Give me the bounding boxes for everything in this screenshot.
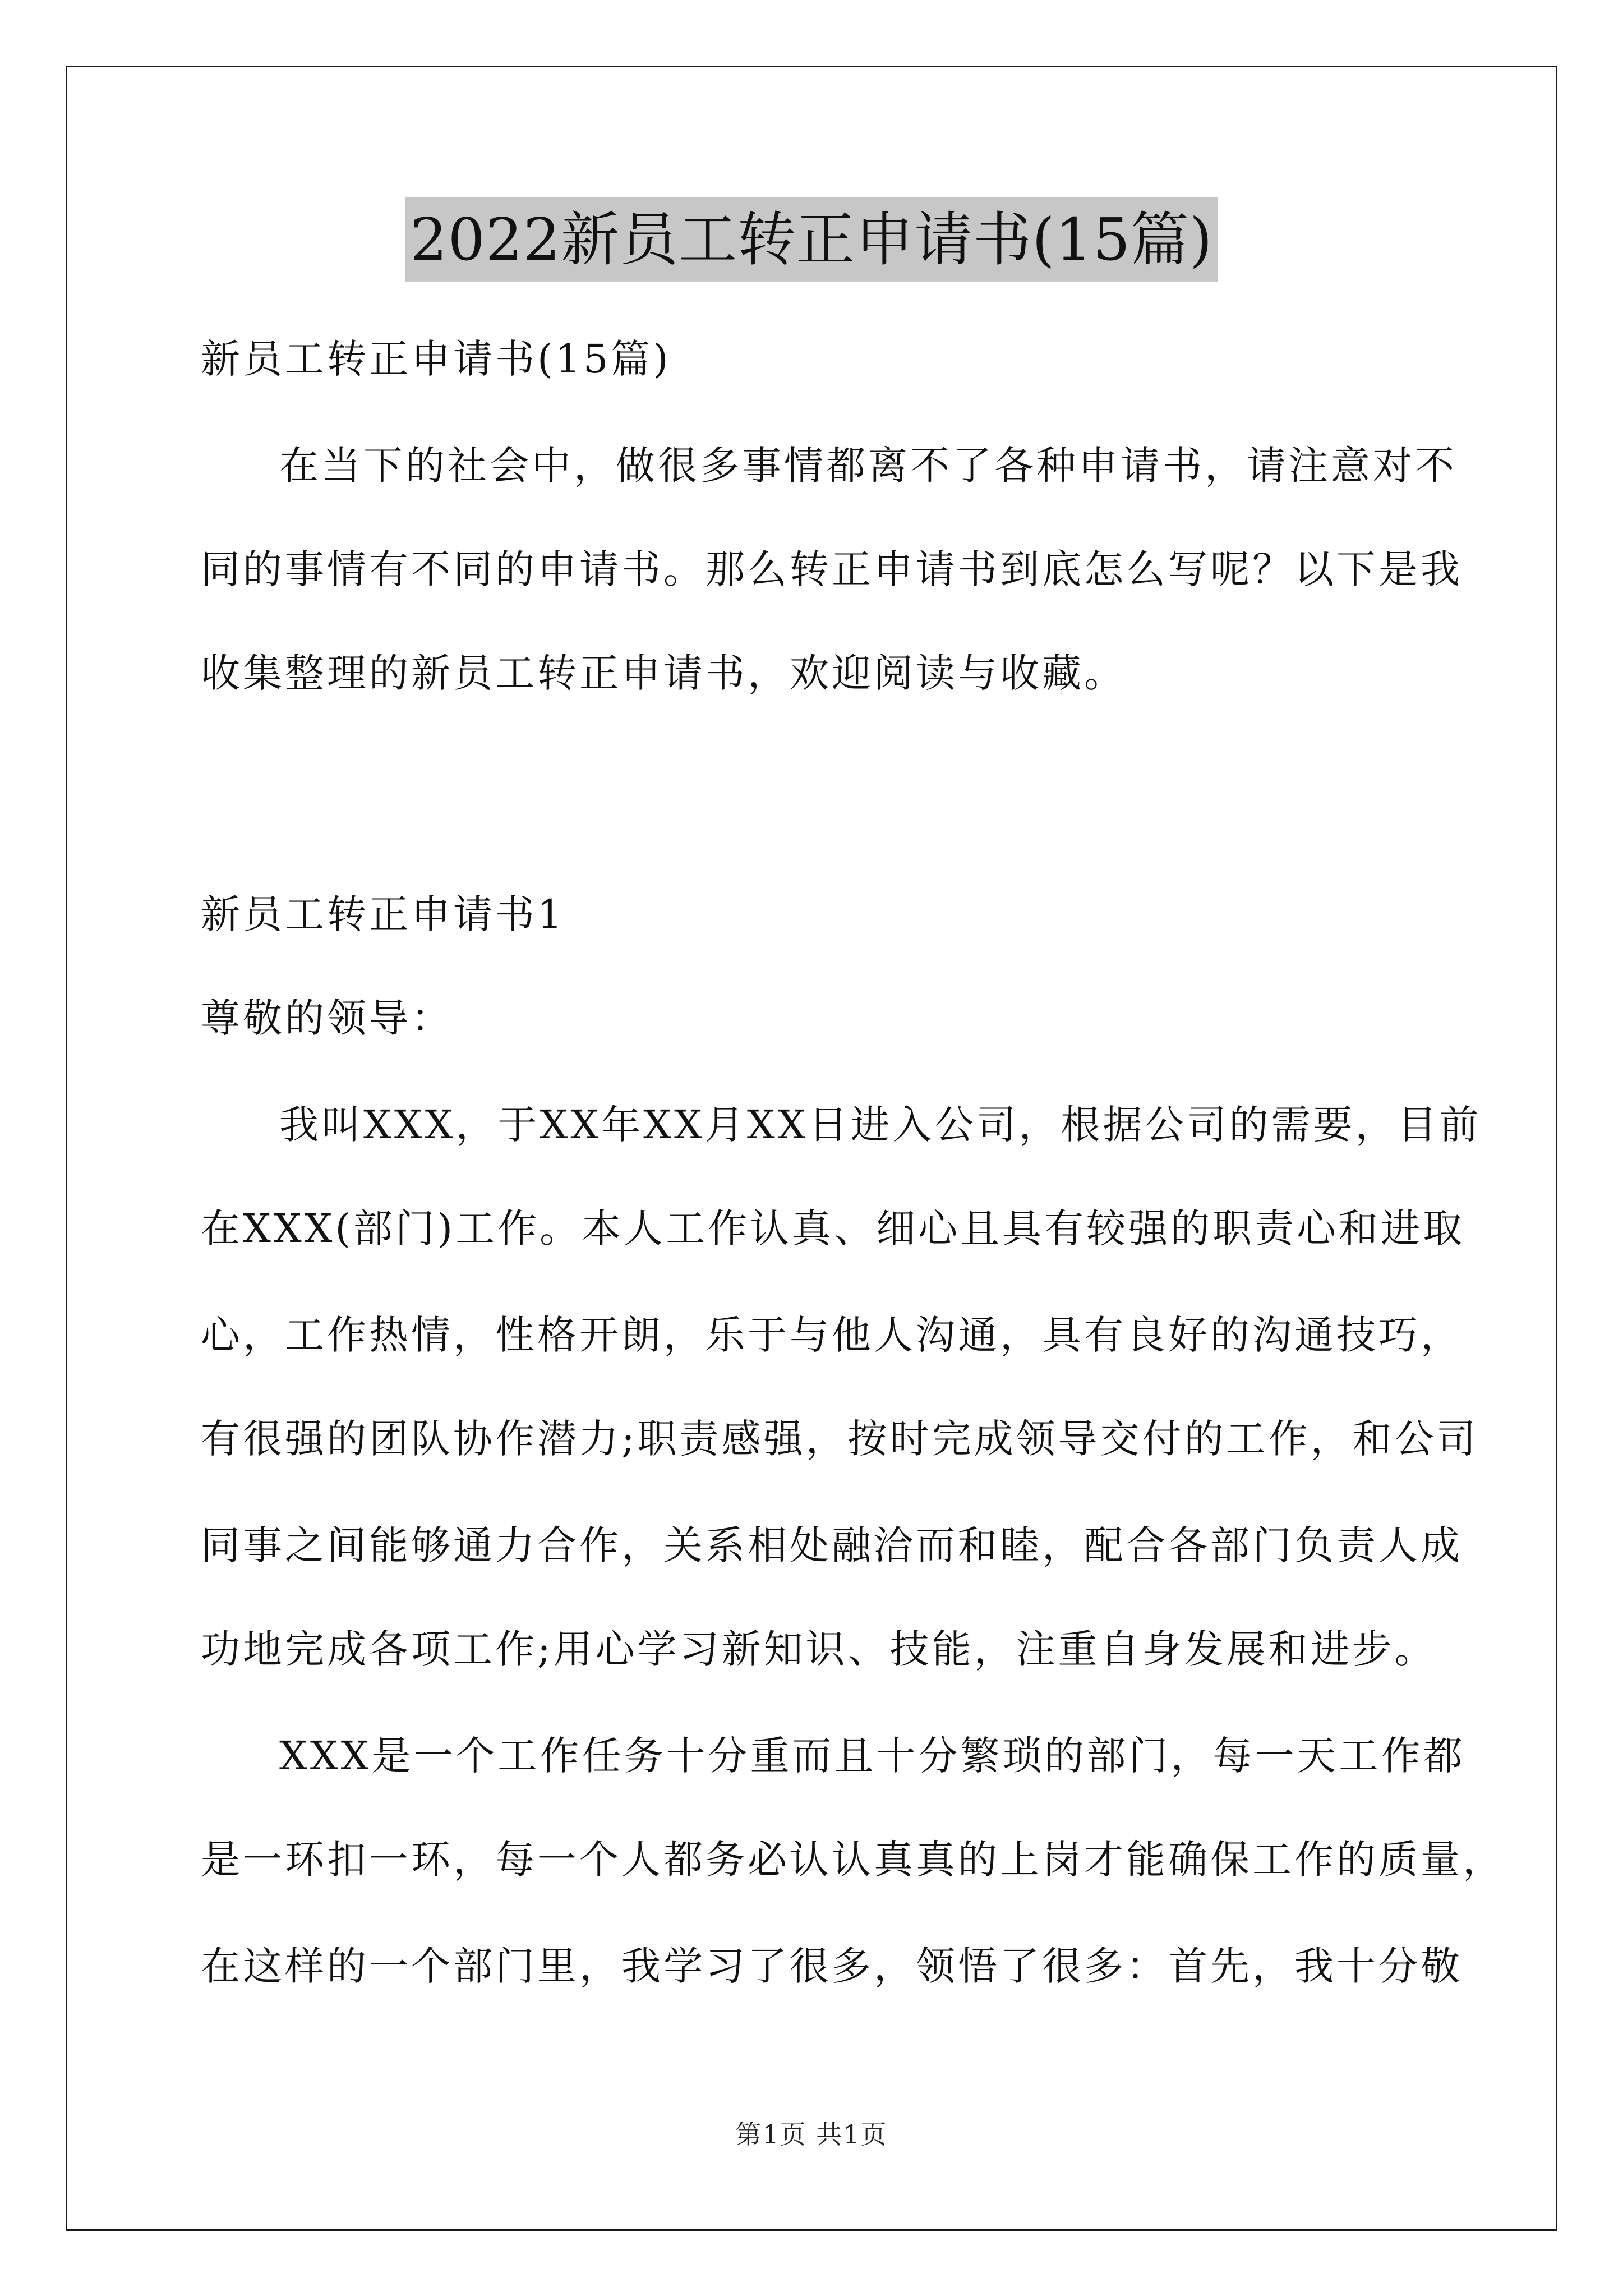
body-line-2: 在XXX(部门)工作。本人工作认真、细心且具有较强的职责心和进取 [201,1205,1465,1251]
body-line-1: 我叫XXX，于XX年XX月XX日进入公司，根据公司的需要，目前 [279,1102,1482,1148]
body-line-6: 功地完成各项工作;用心学习新知识、技能，注重自身发展和进步。 [201,1626,1437,1672]
salutation: 尊敬的领导： [201,995,453,1041]
subtitle-line: 新员工转正申请书(15篇) [201,336,671,382]
intro-line-2: 同的事情有不同的申请书。那么转正申请书到底怎么写呢？以下是我 [201,546,1463,592]
body-line-3: 心，工作热情，性格开朗，乐于与他人沟通，具有良好的沟通技巧， [201,1312,1463,1358]
page-footer: 第1页 共1页 [735,2119,888,2150]
title-container [0,197,1623,282]
body-line-4: 有很强的团队协作潜力;职责感强，按时完成领导交付的工作，和公司 [201,1416,1479,1462]
body-line-9: 在这样的一个部门里，我学习了很多，领悟了很多：首先，我十分敬 [201,1943,1463,1989]
intro-line-1: 在当下的社会中，做很多事情都离不了各种申请书，请注意对不 [279,443,1457,489]
section-heading: 新员工转正申请书1 [201,891,565,937]
body-line-8: 是一环扣一环，每一个人都务必认认真真的上岗才能确保工作的质量， [201,1837,1505,1883]
body-line-7: XXX是一个工作任务十分重而且十分繁琐的部门，每一天工作都 [279,1733,1465,1779]
intro-line-3: 收集整理的新员工转正申请书，欢迎阅读与收藏。 [201,650,1126,696]
document-title: 2022新员工转正申请书(15篇) [405,197,1217,282]
body-line-5: 同事之间能够通力合作，关系相处融洽而和睦，配合各部门负责人成 [201,1522,1463,1568]
